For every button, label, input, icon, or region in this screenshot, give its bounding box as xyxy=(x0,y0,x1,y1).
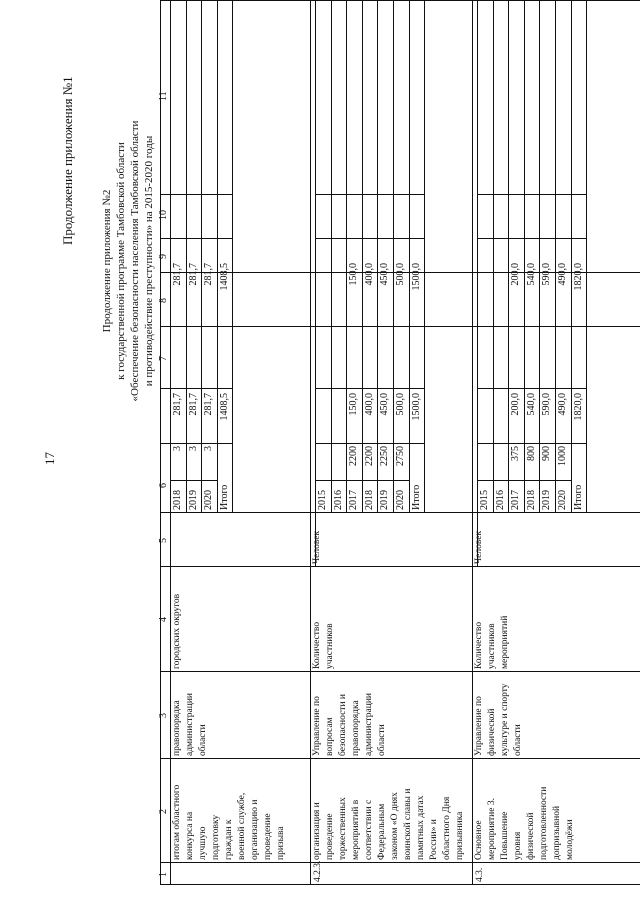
regional-funding: 490,0 xyxy=(557,263,568,286)
total-funding: 200,0 xyxy=(510,393,522,416)
continuation-label: Продолжение приложения №1 xyxy=(60,76,75,245)
indicator-text: участников xyxy=(325,623,335,669)
year-cell: 2016 xyxy=(494,490,506,510)
regional-funding: 200,0 xyxy=(510,263,522,286)
executor-text: физической xyxy=(487,708,497,756)
row-line xyxy=(508,0,509,513)
regional-funding: 150,0 xyxy=(348,263,360,286)
column-line xyxy=(315,388,424,389)
year-cell: 2018 xyxy=(172,490,183,510)
column-number-1: 1 xyxy=(158,872,169,877)
column-line xyxy=(170,272,232,273)
regional-funding: 590,0 xyxy=(541,263,553,286)
indicator-value: 900 xyxy=(541,446,553,461)
heading-line: Продолжение приложения №2 xyxy=(101,189,113,333)
column-line xyxy=(170,480,217,481)
program-table xyxy=(160,0,640,885)
measure-text: проведение xyxy=(263,813,273,860)
year-cell: 2019 xyxy=(379,490,391,510)
executor-text: администрации xyxy=(185,692,195,756)
executor-text: правопорядка xyxy=(172,700,182,756)
indicator-text: Количество xyxy=(312,621,322,669)
column-line xyxy=(160,758,640,759)
column-number-10: 10 xyxy=(158,210,169,220)
row-line xyxy=(409,0,410,513)
year-cell: Итого xyxy=(218,484,230,510)
column-line xyxy=(160,388,170,389)
measure-text: призывника xyxy=(455,811,465,860)
total-funding: 1820,0 xyxy=(572,393,584,421)
column-line xyxy=(160,862,640,863)
measure-text: допризывной xyxy=(552,805,562,860)
year-cell: 2016 xyxy=(332,490,344,510)
year-cell: 2020 xyxy=(395,490,406,510)
year-cell: 2017 xyxy=(510,490,522,510)
year-cell: 2018 xyxy=(525,490,537,510)
row-line xyxy=(346,0,347,513)
regional-funding: 281,7 xyxy=(203,263,215,286)
year-cell: 2015 xyxy=(479,490,490,510)
column-line xyxy=(477,238,586,239)
appendix-heading xyxy=(100,101,156,421)
measure-text: проведение xyxy=(325,813,335,860)
row-line xyxy=(362,0,363,513)
heading-line: и противодействие преступности» на 2015-2020 годы xyxy=(143,135,155,387)
year-cell: 2015 xyxy=(317,490,328,510)
column-number-11: 11 xyxy=(158,91,169,101)
total-funding: 500,0 xyxy=(395,393,406,416)
row-line xyxy=(217,0,218,513)
column-line xyxy=(160,238,170,239)
indicator-value: 3 xyxy=(203,446,215,451)
table-border xyxy=(160,884,640,885)
column-line xyxy=(170,194,232,195)
column-line xyxy=(160,272,170,273)
row-line xyxy=(524,0,525,513)
executor-text: вопросам xyxy=(325,717,335,756)
row-line xyxy=(493,0,494,513)
column-line xyxy=(160,566,640,567)
row-line xyxy=(393,0,394,513)
executor-text: области xyxy=(513,724,523,756)
total-funding: 150,0 xyxy=(348,393,360,416)
executor-text: области xyxy=(377,724,387,756)
year-cell: 2017 xyxy=(348,490,360,510)
total-funding: 450,0 xyxy=(379,393,391,416)
regional-funding: 281,7 xyxy=(172,263,183,286)
column-line xyxy=(315,443,424,444)
measure-text: мероприятие 3. xyxy=(487,798,497,860)
measure-text: областного Дня xyxy=(442,796,452,860)
measure-text: молодёжи xyxy=(565,819,575,860)
indicator-value: 2250 xyxy=(379,446,391,466)
measure-text: конкурса на xyxy=(185,811,195,860)
row-line xyxy=(315,0,316,567)
year-cell: Итого xyxy=(410,484,422,510)
row-line xyxy=(586,0,587,513)
measure-text: организацию и xyxy=(250,799,260,860)
column-line xyxy=(477,272,586,273)
indicator-text: Количество xyxy=(474,621,484,669)
regional-funding: 281,7 xyxy=(187,263,199,286)
total-funding: 281,7 xyxy=(203,393,215,416)
measure-text: подготовку xyxy=(211,814,221,860)
measure-text: торжественных xyxy=(338,797,348,860)
measure-text: физической xyxy=(526,812,536,860)
column-line xyxy=(170,388,232,389)
row-line xyxy=(539,0,540,513)
page-number: 17 xyxy=(42,452,57,465)
column-line xyxy=(160,194,170,195)
column-line xyxy=(160,512,170,513)
item-number: 4.3. xyxy=(475,867,485,882)
indicator-value: 2200 xyxy=(363,446,375,466)
total-funding: 590,0 xyxy=(541,393,553,416)
column-line xyxy=(315,480,409,481)
measure-text: лучшую xyxy=(198,826,208,860)
executor-text: администрации xyxy=(364,692,374,756)
total-funding: 281,7 xyxy=(187,393,199,416)
regional-funding: 500,0 xyxy=(395,263,406,286)
column-number-6: 6 xyxy=(158,483,169,488)
regional-funding: 1500,0 xyxy=(410,263,422,291)
row-line xyxy=(424,0,425,513)
column-line xyxy=(315,194,424,195)
indicator-value: 3 xyxy=(187,446,199,451)
indicator-value: 2750 xyxy=(395,446,406,466)
indicator-text: участников xyxy=(487,623,497,669)
column-line xyxy=(160,443,170,444)
row-line xyxy=(201,0,202,513)
row-line xyxy=(232,0,233,513)
column-line xyxy=(477,443,586,444)
column-line xyxy=(477,194,586,195)
year-cell: 2019 xyxy=(541,490,553,510)
measure-text: Федеральным xyxy=(377,803,387,860)
indicator-text: мероприятий xyxy=(500,615,510,669)
regional-funding: 540,0 xyxy=(525,263,537,286)
executor-text: безопасности и xyxy=(338,694,348,756)
executor-text: Управление по xyxy=(474,696,484,756)
unit-text: Человек xyxy=(474,530,484,564)
column-line xyxy=(315,238,424,239)
column-number-9: 9 xyxy=(158,254,169,259)
heading-line: к государственной программе Тамбовской области xyxy=(115,142,127,380)
measure-text: итогам областного xyxy=(172,784,182,860)
executor-text: правопорядка xyxy=(351,700,361,756)
indicator-value: 1000 xyxy=(557,446,568,466)
executor-text: области xyxy=(198,724,208,756)
unit-text: Человек xyxy=(312,530,322,564)
regional-funding: 1408,5 xyxy=(218,263,230,291)
executor-text: Управление по xyxy=(312,696,322,756)
column-line xyxy=(170,443,232,444)
row-line xyxy=(331,0,332,513)
indicator-value: 800 xyxy=(525,446,537,461)
measure-text: Основное xyxy=(474,820,484,860)
indicator-value: 3 xyxy=(172,446,183,451)
column-number-2: 2 xyxy=(158,809,169,814)
regional-funding: 400,0 xyxy=(363,263,375,286)
total-funding: 1408,5 xyxy=(218,393,230,421)
column-number-5: 5 xyxy=(158,538,169,543)
total-funding: 281,7 xyxy=(172,393,183,416)
indicator-value: 2200 xyxy=(348,446,360,466)
item-number: 4.2.3. xyxy=(313,860,323,882)
measure-text: Повышение xyxy=(500,811,510,860)
column-line xyxy=(315,272,424,273)
measure-text: подготовленности xyxy=(539,786,549,860)
heading-line: «Обеспечение безопасности населения Тамбовской области xyxy=(129,120,141,402)
measure-text: призыва xyxy=(276,826,286,860)
regional-funding: 1820,0 xyxy=(572,263,584,291)
row-line xyxy=(377,0,378,513)
measure-text: России» и xyxy=(429,819,439,860)
indicator-text: городских округов xyxy=(172,593,182,669)
executor-text: культуре и спорту xyxy=(500,683,510,756)
column-line xyxy=(477,388,586,389)
year-cell: 2020 xyxy=(203,490,215,510)
year-cell: 2020 xyxy=(557,490,568,510)
measure-text: военной службе, xyxy=(237,792,247,860)
year-cell: Итого xyxy=(572,484,584,510)
column-number-8: 8 xyxy=(158,298,169,303)
row-line xyxy=(571,0,572,513)
total-funding: 400,0 xyxy=(363,393,375,416)
column-line xyxy=(170,238,232,239)
total-funding: 490,0 xyxy=(557,393,568,416)
column-line xyxy=(160,671,640,672)
indicator-value: 375 xyxy=(510,446,522,461)
measure-text: памятных датах xyxy=(416,795,426,860)
year-cell: 2018 xyxy=(363,490,375,510)
row-line xyxy=(186,0,187,513)
total-funding: 1500,0 xyxy=(410,393,422,421)
column-number-7: 7 xyxy=(158,356,169,361)
column-number-3: 3 xyxy=(158,713,169,718)
measure-text: организация и xyxy=(312,802,322,860)
total-funding: 540,0 xyxy=(525,393,537,416)
regional-funding: 450,0 xyxy=(379,263,391,286)
row-line xyxy=(477,0,478,567)
row-line xyxy=(555,0,556,513)
measure-text: соответствии с xyxy=(364,799,374,860)
year-cell: 2019 xyxy=(187,490,199,510)
column-number-4: 4 xyxy=(158,617,169,622)
measure-text: уровня xyxy=(513,831,523,860)
column-line xyxy=(477,480,571,481)
measure-text: мероприятий в xyxy=(351,799,361,860)
measure-text: воинской славы и xyxy=(403,788,413,860)
measure-text: законом «О днях xyxy=(390,792,400,860)
measure-text: граждан к xyxy=(224,819,234,860)
